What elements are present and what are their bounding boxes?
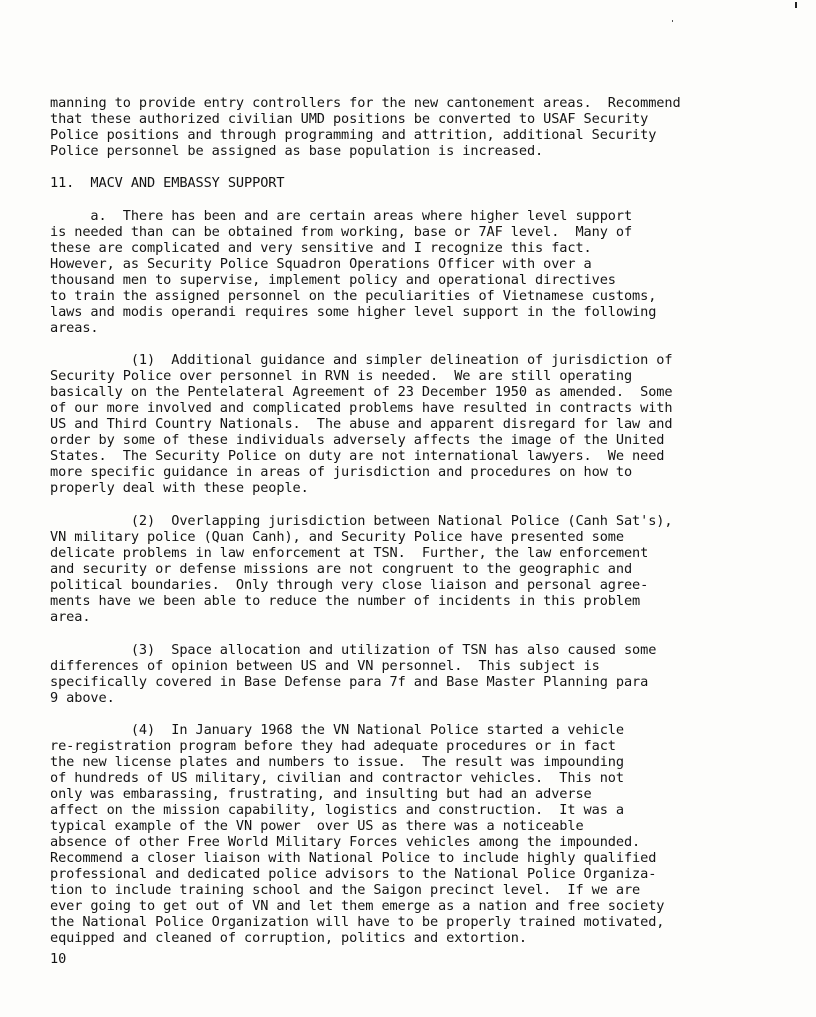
text-line: (2) Overlapping jurisdiction between National Police (Canh Sat's), [50,513,673,529]
text-line: professional and dedicated police advisors to the National Police Organiza- [50,866,657,882]
text-line: is needed than can be obtained from working, base or 7AF level. Many of [50,224,633,240]
text-line: (3) Space allocation and utilization of TSN has also caused some [50,642,657,658]
text-line: Recommend a closer liaison with National Police to include highly qualified [50,850,657,866]
text-line: to train the assigned personnel on the peculiarities of Vietnamese customs, [50,288,657,304]
text-line: affect on the mission capability, logistics and construction. It was a [50,802,624,818]
text-line: equipped and cleaned of corruption, politics and extortion. [50,930,527,946]
text-line: order by some of these individuals adversely affects the image of the United [50,432,665,448]
text-line: properly deal with these people. [50,480,309,496]
text-line: US and Third Country Nationals. The abuse and apparent disregard for law and [50,416,673,432]
text-line: the new license plates and numbers to issue. The result was impounding [50,754,624,770]
text-line: ments have we been able to reduce the number of incidents in this problem [50,593,641,609]
text-line: (4) In January 1968 the VN National Police started a vehicle [50,722,624,738]
text-line: that these authorized civilian UMD positions be converted to USAF Security [50,111,649,127]
text-line: and security or defense missions are not congruent to the geographic and [50,561,633,577]
text-line: However, as Security Police Squadron Operations Officer with over a [50,256,592,272]
text-line: of hundreds of US military, civilian and contractor vehicles. This not [50,770,624,786]
text-line: only was embarassing, frustrating, and insulting but had an adverse [50,786,592,802]
text-line: tion to include training school and the Saigon precinct level. If we are [50,882,641,898]
text-line: (1) Additional guidance and simpler delineation of jurisdiction of [50,352,673,368]
text-line: Police positions and through programming and attrition, additional Security [50,127,657,143]
text-line: thousand men to supervise, implement policy and operational directives [50,272,616,288]
text-line: Police personnel be assigned as base population is increased. [50,143,544,159]
text-line: typical example of the VN power over US as there was a noticeable [50,818,584,834]
text-line: the National Police Organization will have to be properly trained motivated, [50,914,665,930]
text-line: these are complicated and very sensitive and I recognize this fact. [50,240,592,256]
text-line: States. The Security Police on duty are not international lawyers. We need [50,448,665,464]
text-line: areas. [50,320,99,336]
text-line: 9 above. [50,690,115,706]
text-line: Security Police over personnel in RVN is needed. We are still operating [50,368,633,384]
text-line: area. [50,609,91,625]
text-line: specifically covered in Base Defense para 7f and Base Master Planning para [50,674,649,690]
text-line: ever going to get out of VN and let them emerge as a nation and free society [50,898,665,914]
text-line: basically on the Pentelateral Agreement of 23 December 1950 as amended. Some [50,384,673,400]
text-line: laws and modis operandi requires some higher level support in the following [50,304,657,320]
text-line: political boundaries. Only through very close liaison and personal agree- [50,577,649,593]
section-heading: 11. MACV AND EMBASSY SUPPORT [50,175,285,191]
text-line: delicate problems in law enforcement at TSN. Further, the law enforcement [50,545,649,561]
text-line: of our more involved and complicated problems have resulted in contracts with [50,400,673,416]
text-line: manning to provide entry controllers for the new cantonement areas. Recommend [50,95,681,111]
page-number: 10 [50,951,67,967]
text-line: absence of other Free World Military Forces vehicles among the impounded. [50,834,641,850]
text-line: more specific guidance in areas of jurisdiction and procedures on how to [50,464,633,480]
text-line: differences of opinion between US and VN personnel. This subject is [50,658,600,674]
text-line: a. There has been and are certain areas where higher level support [50,208,633,224]
text-line: re-registration program before they had adequate procedures or in fact [50,738,616,754]
text-line: VN military police (Quan Canh), and Security Police have presented some [50,529,624,545]
